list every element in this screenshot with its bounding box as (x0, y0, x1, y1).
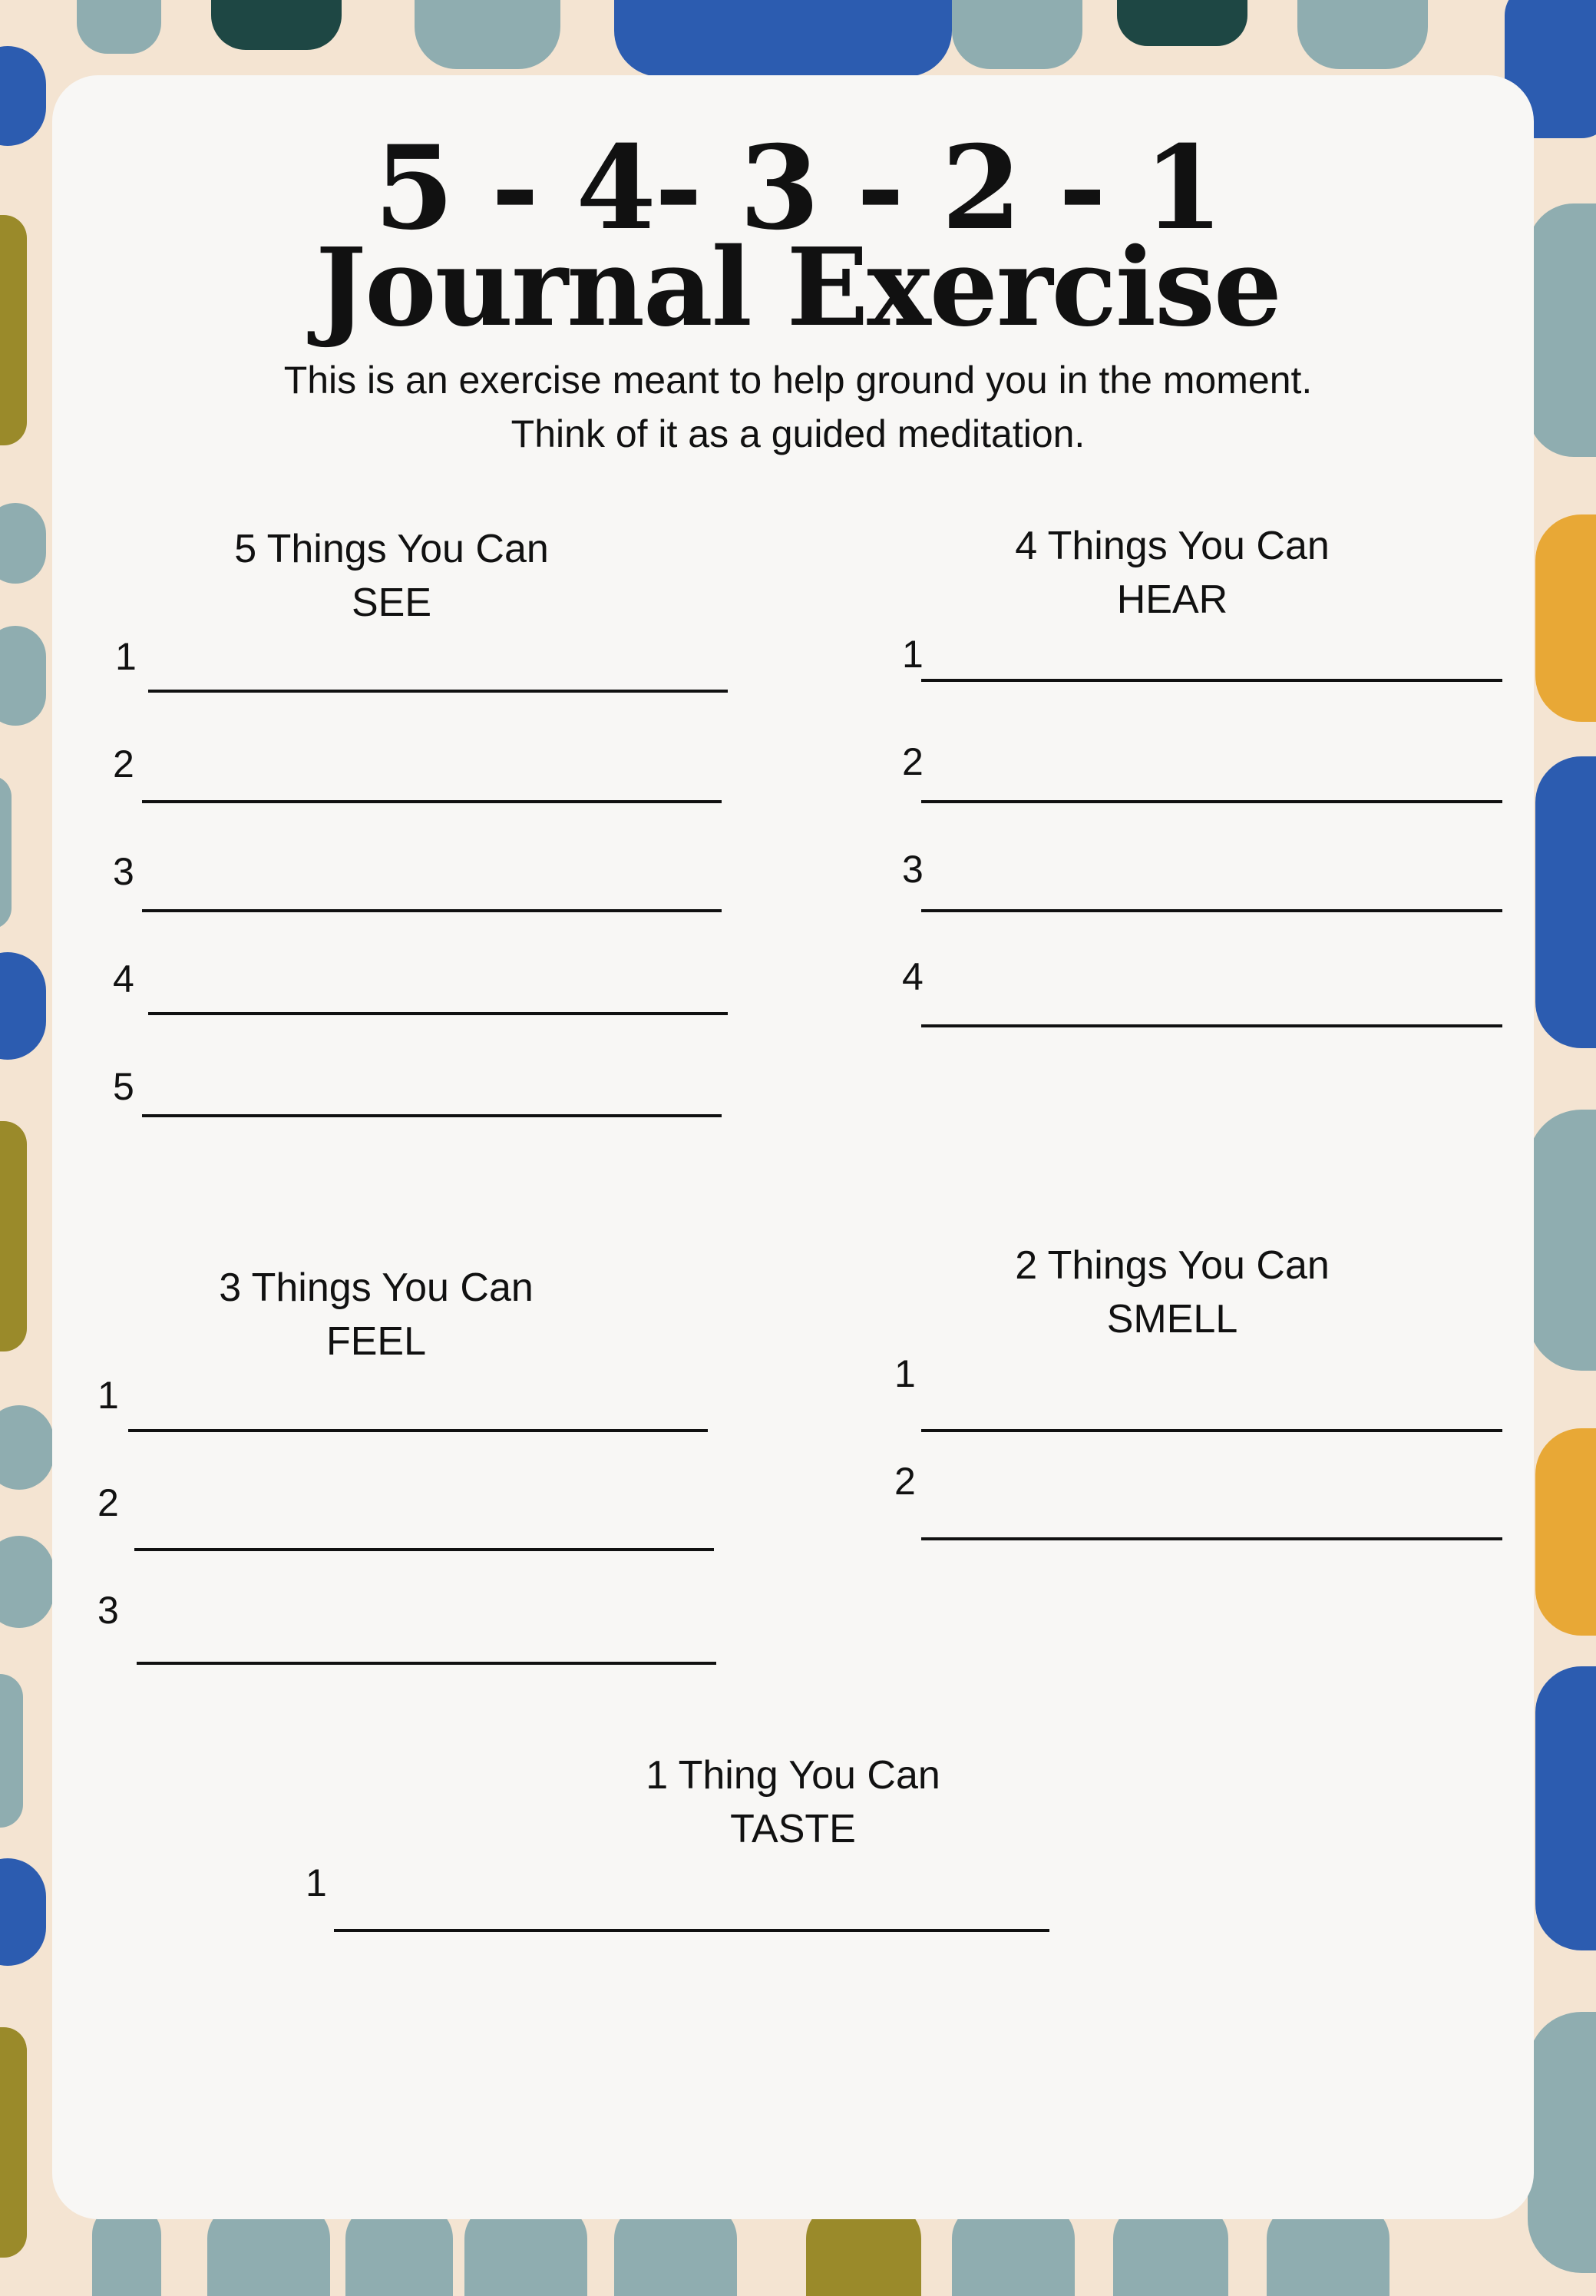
answer-number: 2 (97, 1481, 119, 1524)
bg-shape (0, 1536, 54, 1628)
answer-number: 1 (97, 1374, 119, 1417)
bg-shape (0, 1405, 54, 1490)
page-title: Journal Exercise (316, 225, 1280, 351)
bg-shape (415, 0, 560, 69)
answer-line-feel-2[interactable] (134, 1548, 714, 1551)
answer-line-see-2[interactable] (142, 800, 722, 803)
answer-line-see-5[interactable] (142, 1114, 722, 1117)
section-smell-heading (904, 1239, 1441, 1346)
bg-shape (1535, 756, 1596, 864)
title-numbers: 5 - 4- 3 - 2 - 1 (374, 121, 1222, 256)
section-heading-label: 2 Things You Can (1015, 1243, 1330, 1288)
bg-shape (77, 0, 161, 54)
answer-line-smell-2[interactable] (921, 1537, 1502, 1540)
answer-line-feel-3[interactable] (137, 1662, 716, 1665)
bg-shape (211, 0, 342, 50)
bg-shape (0, 952, 46, 1060)
section-heading-label: 3 Things You Can (219, 1265, 534, 1310)
bg-shape (1528, 1110, 1596, 1371)
answer-line-hear-3[interactable] (921, 909, 1502, 912)
section-see-heading (123, 522, 660, 630)
intro-line: This is an exercise meant to help ground you in the moment. (283, 359, 1313, 402)
section-sense-label: SMELL (1106, 1297, 1238, 1342)
intro-text (0, 353, 1596, 461)
bg-shape (0, 776, 12, 929)
bg-shape (614, 0, 952, 77)
answer-line-feel-1[interactable] (128, 1429, 708, 1432)
section-sense-label: TASTE (730, 1807, 856, 1851)
section-taste-heading (524, 1748, 1062, 1856)
bg-shape (0, 503, 46, 584)
answer-number: 3 (97, 1589, 119, 1632)
bg-shape (1535, 1666, 1596, 1766)
section-hear-heading (904, 519, 1441, 627)
answer-number: 1 (902, 633, 924, 676)
answer-number: 1 (115, 635, 137, 678)
answer-line-see-3[interactable] (142, 909, 722, 912)
section-sense-label: FEEL (325, 1319, 427, 1364)
bg-shape (0, 1674, 23, 1828)
answer-number: 4 (113, 958, 134, 1001)
answer-line-hear-1[interactable] (921, 679, 1502, 682)
bg-shape (0, 1858, 46, 1966)
bg-shape (1528, 2012, 1596, 2273)
bg-shape (1535, 864, 1596, 1048)
bg-shape (1535, 1766, 1596, 1950)
bg-shape (1535, 514, 1596, 722)
answer-line-smell-1[interactable] (921, 1429, 1502, 1432)
section-sense-label: HEAR (1116, 577, 1228, 622)
answer-line-see-1[interactable] (148, 690, 728, 693)
answer-number: 2 (902, 740, 924, 783)
answer-number: 3 (113, 850, 134, 893)
answer-number: 1 (894, 1352, 916, 1395)
bg-shape (0, 1121, 27, 1351)
answer-number: 2 (894, 1460, 916, 1503)
answer-number: 3 (902, 848, 924, 891)
bg-shape (1297, 0, 1428, 69)
section-heading-label: 1 Thing You Can (646, 1753, 940, 1798)
answer-number: 2 (113, 743, 134, 786)
section-feel-heading (107, 1261, 645, 1368)
answer-line-see-4[interactable] (148, 1012, 728, 1015)
intro-line: Think of it as a guided meditation. (511, 412, 1085, 455)
bg-shape (952, 0, 1082, 69)
answer-number: 5 (113, 1065, 134, 1108)
answer-number: 4 (902, 955, 924, 998)
bg-shape (1117, 0, 1247, 46)
bg-shape (1535, 1428, 1596, 1636)
bg-shape (0, 2027, 27, 2258)
section-heading-label: 4 Things You Can (1015, 524, 1330, 568)
section-heading-label: 5 Things You Can (234, 527, 549, 571)
answer-line-hear-2[interactable] (921, 800, 1502, 803)
section-sense-label: SEE (351, 581, 432, 625)
answer-number: 1 (306, 1861, 327, 1904)
answer-line-hear-4[interactable] (921, 1024, 1502, 1027)
bg-shape (0, 626, 46, 726)
answer-line-taste-1[interactable] (334, 1929, 1049, 1932)
